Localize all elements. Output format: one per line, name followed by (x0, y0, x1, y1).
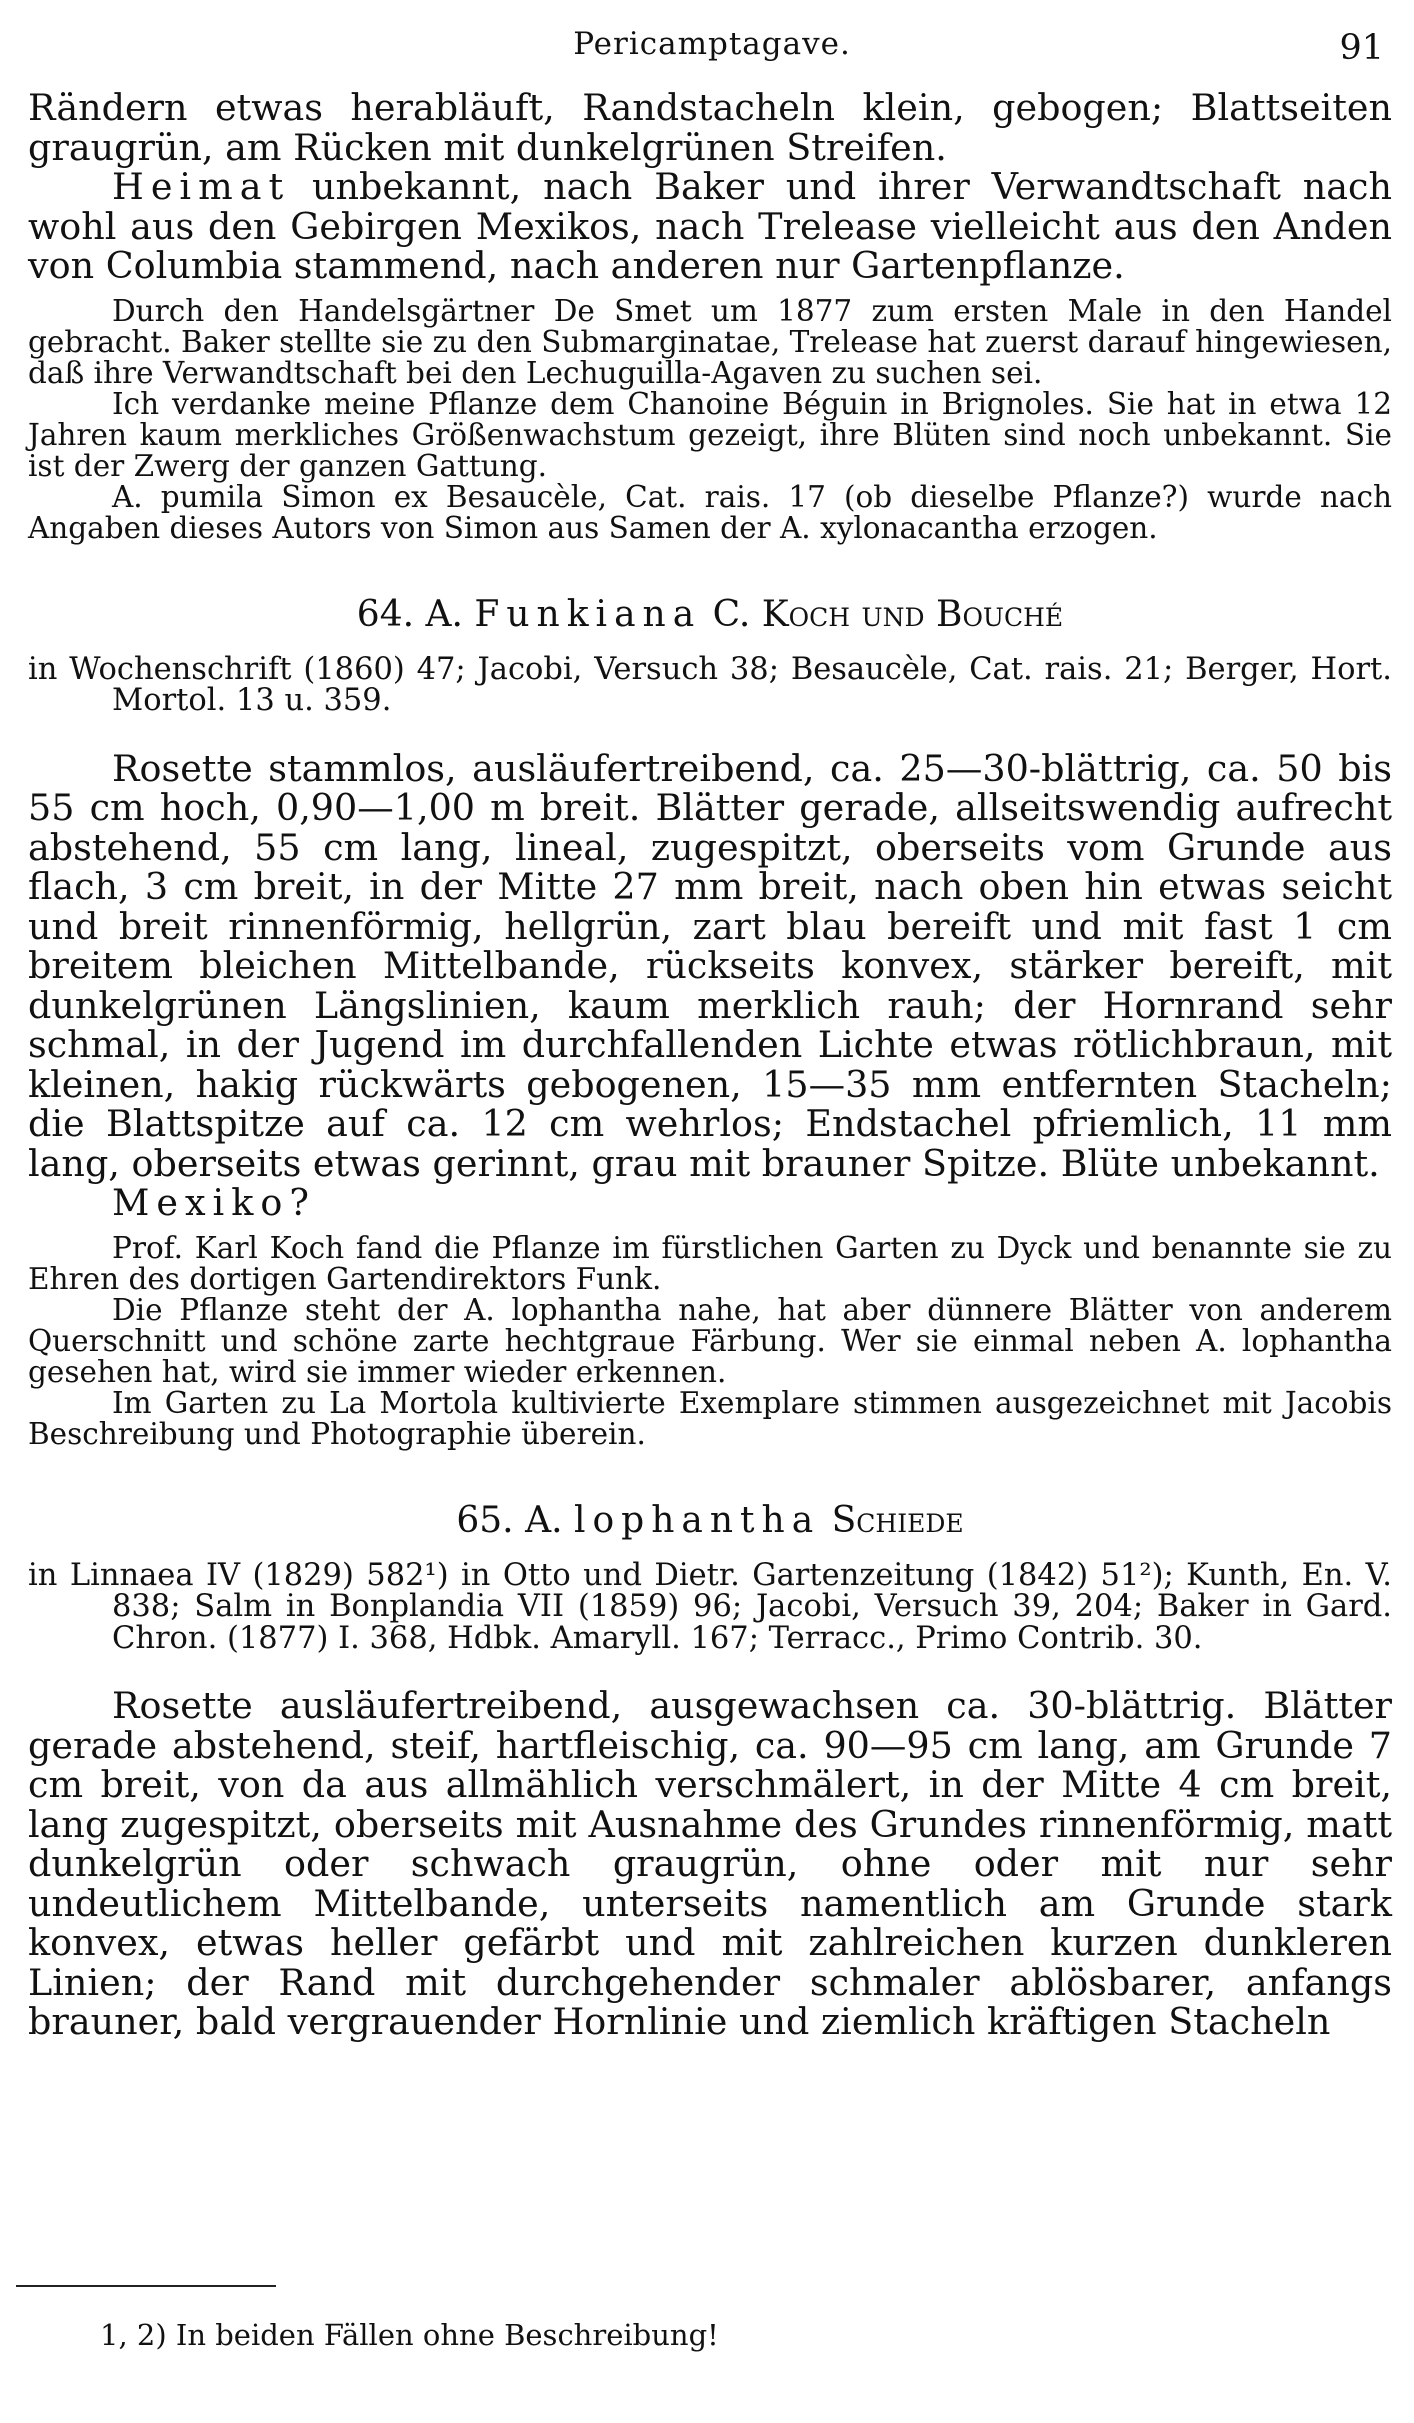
species-64-description: Rosette stammlos, ausläufertreibend, ca. 25—30-blättrig, ca. 50 bis 55 cm hoch, 0,90—1,00 m breit. Blätter gerade, allseitswendig aufrecht abstehend, 55 cm lang, lineal, zugespitzt, oberseits vom Grunde aus flach, 3 cm breit, in der Mitte 27 mm breit, nach oben hin etwas seicht und breit rinnenförmig, hellgrün, zart blau bereift und mit fast 1 cm breitem bleichen Mittelbande, rückseits konvex, stärker bereift, mit dunkelgrünen Längslinien, kaum merklich rauh; der Hornrand sehr schmal, in der Jugend im durchfallenden Lichte etwas rötlichbraun, mit kleinen, hakig rückwärts gebogenen, 15—35 mm entfernten Stacheln; die Blattspitze auf ca. 12 cm wehrlos; Endstachel pfriemlich, 11 mm lang, oberseits etwas gerinnt, grau mit brauner Spitze. Blüte unbekannt. (28, 746, 1392, 1185)
species-64-heading (28, 594, 1392, 636)
note-trade: Durch den Handelsgärtner De Smet um 1877 zum ersten Male in den Handel gebracht. Baker stellte sie zu den Submarginatae, Trelease hat zuerst darauf hingewiesen, daß ihre Verwandtschaft bei den Lechuguilla-Agaven zu suchen sei. (28, 293, 1392, 390)
species-64-note-2: Die Pflanze steht der A. lophantha nahe, hat aber dünnere Blätter von anderem Querschnitt und schöne zarte hechtgraue Färbung. Wer sie einmal neben A. lophantha gesehen hat, wird sie immer wieder erkennen. (28, 1292, 1392, 1389)
footnote-rule (16, 2285, 276, 2287)
species-64-note-1: Prof. Karl Koch fand die Pflanze im fürstlichen Garten zu Dyck und benannte sie zu Ehren des dortigen Gartendirektors Funk. (28, 1230, 1392, 1296)
species-65-description: Rosette ausläufertreibend, ausgewachsen ca. 30-blättrig. Blätter gerade abstehend, steif, hartfleischig, ca. 90—95 cm lang, am Grunde 7 cm breit, von da aus allmählich verschmälert, in der Mitte 4 cm breit, lang zugespitzt, oberseits mit Ausnahme des Grundes rinnenförmig, matt dunkelgrün oder schwach graugrün, ohne oder mit nur sehr undeutlichem Mittelbande, unterseits namentlich am Grunde stark konvex, etwas heller gefärbt und mit zahlreichen kurzen dunkleren Linien; der Rand mit durchgehender schmaler ablösbarer, anfangs brauner, bald vergrauender Hornlinie und ziemlich kräftigen Stacheln (28, 1684, 1392, 2043)
species-64-number: 64. A. (356, 593, 463, 635)
page-header (40, 24, 1384, 74)
species-65-heading (28, 1500, 1392, 1542)
species-64-author: C. Koch und Bouché (712, 593, 1064, 635)
footnote: 1, 2) In beiden Fällen ohne Beschreibung! (100, 2318, 719, 2352)
note-origin: Ich verdanke meine Pflanze dem Chanoine Béguin in Brignoles. Sie hat in etwa 12 Jahren kaum merkliches Größenwachstum gezeigt, ihre Blüten sind noch unbekannt. Sie ist der Zwerg der ganzen Gattung. (28, 386, 1392, 483)
intro-habitat-paragraph (28, 167, 1392, 286)
note-pumila: A. pumila Simon ex Besaucèle, Cat. rais. 17 (ob dieselbe Pflanze?) wurde nach Angaben dieses Autors von Simon aus Samen der A. xylonacantha erzogen. (28, 479, 1392, 545)
species-64-citation: in Wochenschrift (1860) 47; Jacobi, Versuch 38; Besaucèle, Cat. rais. 21; Berger, Hort. Mortol. 13 u. 359. (28, 651, 1392, 718)
species-65-number: 65. A. (456, 1499, 563, 1541)
species-65-citation: in Linnaea IV (1829) 582¹) in Otto und Dietr. Gartenzeitung (1842) 51²); Kunth, En. V. 838; Salm in Bonplandia VII (1859) 96; Jacobi, Versuch 39, 204; Baker in Gard. Chron. (1877) I. 368, Hdbk. Amaryll. 167; Terracc., Primo Contrib. 30. (28, 1557, 1392, 1656)
habitat-text: unbekannt, nach Baker und ihrer Verwandtschaft nach wohl aus den Gebirgen Mexikos, nach Trelease vielleicht aus den Anden von Columbia stammend, nach anderen nur Gartenpflanze. (28, 165, 1392, 287)
intro-paragraph-continued: Rändern etwas herabläuft, Randstacheln klein, gebogen; Blattseiten graugrün, am Rücken mit dunkelgrünen Streifen. (28, 86, 1392, 169)
species-64-note-3: Im Garten zu La Mortola kultivierte Exemplare stimmen ausgezeichnet mit Jacobis Beschreibung und Photographie überein. (28, 1385, 1392, 1451)
page-number: 91 (1339, 28, 1384, 68)
species-65-author: Schiede (831, 1499, 964, 1541)
page-body (28, 88, 1392, 2042)
species-64-origin: Mexiko? (112, 1181, 316, 1224)
species-64-name: Funkiana (474, 593, 702, 635)
species-65-name: lophantha (573, 1499, 821, 1541)
running-title: Pericamptagave. (573, 26, 851, 62)
heimat-label: Heimat (112, 165, 291, 208)
